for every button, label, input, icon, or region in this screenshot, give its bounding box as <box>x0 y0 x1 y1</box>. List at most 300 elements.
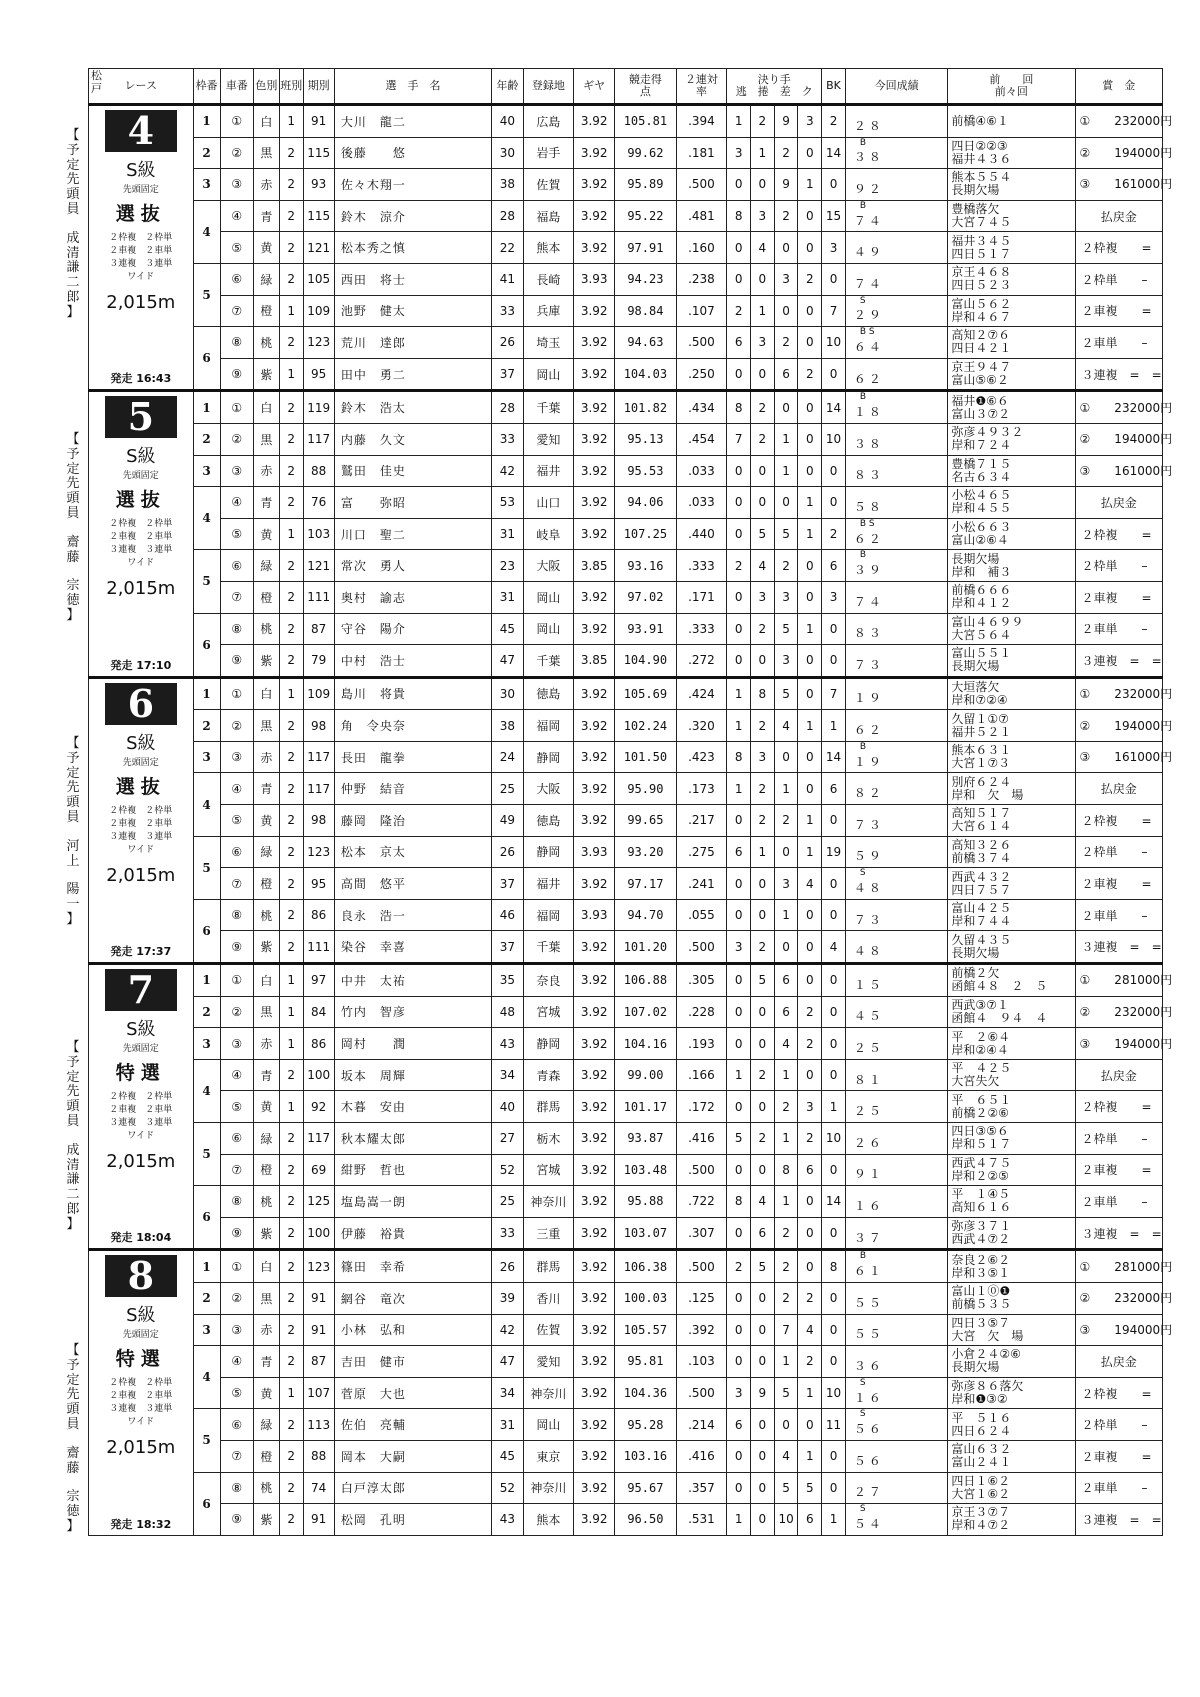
race-points: 97.91 <box>615 232 676 264</box>
header-kimarite-top: 決り手 <box>757 73 791 86</box>
top2-rate: .305 <box>676 964 727 997</box>
race-grade: S級 <box>126 160 156 181</box>
rider-row <box>89 710 1163 742</box>
previous-result: 前橋２②⑥ <box>951 1105 1009 1120</box>
color: 橙 <box>253 868 279 900</box>
kimarite-makuri: 0 <box>751 1282 775 1314</box>
previous-result: 岸和❶③② <box>951 1392 1008 1407</box>
rider-row <box>89 295 1163 327</box>
lead-rider-note-char: 予 <box>66 142 80 158</box>
kimarite-ku: 4 <box>798 868 822 900</box>
rider-name: 木暮 安由 <box>334 1091 491 1123</box>
payout-title: 払戻金 <box>1075 200 1162 232</box>
rider-row <box>89 613 1163 645</box>
waku-number: 6 <box>193 899 220 963</box>
kimarite-escape: 0 <box>727 996 751 1028</box>
race-points: 105.69 <box>615 677 676 710</box>
car-number: ② <box>220 137 253 169</box>
race-points: 103.48 <box>615 1154 676 1186</box>
bet-type: ２車複 ２車単 <box>109 1391 173 1402</box>
waku-number: 1 <box>193 677 220 710</box>
previous-result: 平 ６５１ <box>951 1092 1012 1107</box>
kimarite-sashi: 2 <box>774 1217 798 1250</box>
previous-result: 富山５６２ <box>951 296 1012 311</box>
kimarite-sashi: 1 <box>774 1346 798 1378</box>
rider-name: 池野 健太 <box>334 295 491 327</box>
top2-rate: .166 <box>676 1059 727 1091</box>
kimarite-escape: 0 <box>727 645 751 678</box>
previous-results <box>948 996 1075 1028</box>
previous-result: 西武③⑦１ <box>951 997 1009 1012</box>
kimarite-makuri: 1 <box>751 137 775 169</box>
current-result <box>845 1282 947 1314</box>
previous-result: 富山⑤⑥２ <box>951 373 1009 388</box>
back-count: 1 <box>822 710 846 742</box>
color: 橙 <box>253 581 279 613</box>
age: 25 <box>492 773 523 805</box>
color: 青 <box>253 487 279 519</box>
result-value: ５６ <box>853 1453 884 1468</box>
class-group: 2 <box>279 423 303 455</box>
back-count: 6 <box>822 550 846 582</box>
current-result <box>845 1059 947 1091</box>
kimarite-makuri: 3 <box>751 741 775 773</box>
previous-result: 平 ２⑥４ <box>951 1029 1011 1044</box>
waku-number: 2 <box>193 137 220 169</box>
back-count: 14 <box>822 1186 846 1218</box>
race-distance: 2,015m <box>106 864 176 886</box>
race-points: 101.50 <box>615 741 676 773</box>
rider-name: 鷲田 佳史 <box>334 455 491 487</box>
prefecture: 千葉 <box>523 391 574 424</box>
race-points: 98.84 <box>615 295 676 327</box>
car-number: ② <box>220 1282 253 1314</box>
gear-ratio: 3.92 <box>574 1217 615 1250</box>
color: 青 <box>253 773 279 805</box>
term: 84 <box>303 996 334 1028</box>
rider-name: 角 令央奈 <box>334 710 491 742</box>
color: 白 <box>253 964 279 997</box>
race-number: 5 <box>105 396 177 438</box>
race-table <box>88 68 1173 1536</box>
gear-ratio: 3.92 <box>574 105 615 138</box>
rider-row <box>89 1504 1163 1536</box>
payout-row: ２枠単 – <box>1075 263 1162 295</box>
waku-number: 5 <box>193 550 220 613</box>
class-group: 2 <box>279 1217 303 1250</box>
kimarite-escape: 1 <box>727 1059 751 1091</box>
current-result <box>845 710 947 742</box>
kimarite-escape: 6 <box>727 327 751 359</box>
kimarite-ku: 0 <box>798 455 822 487</box>
previous-result: 弥彦８６落欠 <box>951 1379 1024 1394</box>
kimarite-escape: 0 <box>727 358 751 391</box>
gear-ratio: 3.93 <box>574 899 615 931</box>
lead-rider-note-char: 先 <box>66 1387 80 1403</box>
waku-number: 3 <box>193 741 220 773</box>
rider-row <box>89 391 1163 424</box>
car-number: ④ <box>220 773 253 805</box>
term: 113 <box>303 1409 334 1441</box>
kimarite-sashi: 10 <box>774 1504 798 1536</box>
kimarite-makuri: 0 <box>751 487 775 519</box>
waku-number: 1 <box>193 1250 220 1283</box>
lead-rider-note-char: 頭 <box>66 1099 80 1115</box>
prize-money: ② 232000円 <box>1075 1282 1162 1314</box>
race-points: 104.03 <box>615 358 676 391</box>
previous-results <box>948 836 1075 868</box>
car-number: ① <box>220 391 253 424</box>
current-result <box>845 1440 947 1472</box>
prefecture: 愛知 <box>523 1346 574 1378</box>
class-group: 2 <box>279 710 303 742</box>
age: 42 <box>492 455 523 487</box>
back-count: 14 <box>822 391 846 424</box>
term: 123 <box>303 1250 334 1283</box>
prize-money: ① 232000円 <box>1075 105 1162 138</box>
current-result <box>845 899 947 931</box>
previous-result: 岸和 欠 場 <box>951 787 1024 802</box>
previous-result: 高知３２６ <box>951 837 1012 852</box>
rider-name: 藤岡 隆治 <box>334 805 491 837</box>
kimarite-escape: 0 <box>727 964 751 997</box>
class-group: 2 <box>279 137 303 169</box>
term: 100 <box>303 1217 334 1250</box>
previous-result: 長期欠場 <box>951 659 1000 674</box>
kimarite-makuri: 0 <box>751 455 775 487</box>
race-points: 95.90 <box>615 773 676 805</box>
kimarite-escape: 1 <box>727 1504 751 1536</box>
car-number: ④ <box>220 1059 253 1091</box>
car-number: ① <box>220 105 253 138</box>
gear-ratio: 3.92 <box>574 295 615 327</box>
waku-number: 3 <box>193 455 220 487</box>
rider-name: 長田 龍拳 <box>334 741 491 773</box>
color: 黄 <box>253 518 279 550</box>
kimarite-ku: 0 <box>798 1250 822 1283</box>
top2-rate: .500 <box>676 1377 727 1409</box>
class-group: 2 <box>279 741 303 773</box>
kimarite-sashi: 7 <box>774 1314 798 1346</box>
previous-result: 長期欠場 <box>951 551 1000 566</box>
rider-name: 奥村 諭志 <box>334 581 491 613</box>
rider-name: 仲野 結音 <box>334 773 491 805</box>
previous-result: 四日②②③ <box>951 138 1008 153</box>
lead-rider-note-char: 【 <box>66 736 80 751</box>
gear-ratio: 3.92 <box>574 1123 615 1155</box>
result-value: ７４ <box>853 276 884 291</box>
header-race: レース <box>89 69 194 105</box>
prize-money: ③ 161000円 <box>1075 455 1162 487</box>
back-count: 0 <box>822 263 846 295</box>
back-count: 2 <box>822 518 846 550</box>
rider-row <box>89 232 1163 264</box>
waku-number: 6 <box>193 1472 220 1535</box>
prefecture: 佐賀 <box>523 169 574 201</box>
previous-result: 前橋６６６ <box>951 583 1012 598</box>
rider-row <box>89 964 1163 997</box>
lead-rider-note-char: 頭 <box>66 491 80 507</box>
color: 黒 <box>253 423 279 455</box>
prefecture: 福岡 <box>523 710 574 742</box>
rider-name: 秋本耀太郎 <box>334 1123 491 1155</box>
previous-result: 大宮７４５ <box>951 215 1012 230</box>
age: 31 <box>492 581 523 613</box>
prefecture: 岡山 <box>523 613 574 645</box>
previous-result: 京王３⑦７ <box>951 1505 1011 1520</box>
prefecture: 愛知 <box>523 423 574 455</box>
car-number: ⑥ <box>220 550 253 582</box>
previous-results <box>948 1346 1075 1378</box>
result-mark: B <box>859 200 867 211</box>
previous-results <box>948 677 1075 710</box>
previous-results <box>948 899 1075 931</box>
prefecture: 香川 <box>523 1282 574 1314</box>
kimarite-ku: 6 <box>798 1504 822 1536</box>
bet-type: ワイド <box>127 844 155 855</box>
race-points: 105.81 <box>615 105 676 138</box>
age: 37 <box>492 868 523 900</box>
current-result <box>845 169 947 201</box>
previous-result: 大宮１⑦３ <box>951 756 1011 771</box>
previous-result: 四日７５７ <box>951 882 1012 897</box>
payout-title: 払戻金 <box>1075 1059 1162 1091</box>
rider-name: 佐伯 亮輔 <box>334 1409 491 1441</box>
kimarite-escape: 2 <box>727 295 751 327</box>
previous-result: 大垣落欠 <box>951 679 1000 694</box>
back-count: 4 <box>822 931 846 964</box>
age: 38 <box>492 169 523 201</box>
lead-rider-note-char: 成 <box>66 1142 80 1158</box>
race-grade: S級 <box>126 732 156 754</box>
age: 26 <box>492 327 523 359</box>
kimarite-escape: 8 <box>727 391 751 424</box>
lead-rider-note-char <box>63 869 83 883</box>
top2-rate: .275 <box>676 836 727 868</box>
top2-rate: .171 <box>676 581 727 613</box>
previous-result: 豊橋７１５ <box>951 456 1012 471</box>
prize-money: ① 281000円 <box>1075 964 1162 997</box>
race-distance: 2,015m <box>106 1151 176 1173</box>
gear-ratio: 3.92 <box>574 169 615 201</box>
back-count: 2 <box>822 105 846 138</box>
color: 青 <box>253 1059 279 1091</box>
term: 91 <box>303 1282 334 1314</box>
class-group: 1 <box>279 358 303 391</box>
top2-rate: .228 <box>676 996 727 1028</box>
payout-title: 払戻金 <box>1075 487 1162 519</box>
waku-number: 3 <box>193 169 220 201</box>
back-count: 0 <box>822 1346 846 1378</box>
gear-ratio: 3.92 <box>574 358 615 391</box>
class-group: 1 <box>279 964 303 997</box>
term: 117 <box>303 423 334 455</box>
age: 37 <box>492 358 523 391</box>
previous-result: 四日１⑥２ <box>951 1473 1011 1488</box>
lead-rider-note-char: 徳 <box>66 593 80 609</box>
color: 赤 <box>253 169 279 201</box>
race-points: 94.70 <box>615 899 676 931</box>
gear-ratio: 3.92 <box>574 931 615 964</box>
race-points: 104.16 <box>615 1028 676 1060</box>
previous-result: 小松４６５ <box>951 488 1012 503</box>
gear-ratio: 3.92 <box>574 996 615 1028</box>
prefecture: 福島 <box>523 200 574 232</box>
prefecture: 三重 <box>523 1217 574 1250</box>
kimarite-sashi: 1 <box>774 423 798 455</box>
back-count: 0 <box>822 1028 846 1060</box>
top2-rate: .181 <box>676 137 727 169</box>
previous-results <box>948 1409 1075 1441</box>
rider-name: 守谷 陽介 <box>334 613 491 645</box>
back-count: 0 <box>822 645 846 678</box>
car-number: ⑤ <box>220 232 253 264</box>
result-value: ３６ <box>853 1358 884 1373</box>
result-value: ４８ <box>853 881 884 896</box>
previous-results <box>948 232 1075 264</box>
car-number: ⑧ <box>220 327 253 359</box>
previous-result: 岸和４５５ <box>951 501 1012 516</box>
rider-row <box>89 996 1163 1028</box>
race-fixed: 先頭固定 <box>122 471 159 482</box>
color: 黒 <box>253 996 279 1028</box>
car-number: ⑨ <box>220 931 253 964</box>
payout-row: ２枠単 – <box>1075 1123 1162 1155</box>
lead-rider-note-char: 先 <box>66 172 80 188</box>
rider-name: 高間 悠平 <box>334 868 491 900</box>
rider-row <box>89 1091 1163 1123</box>
car-number: ③ <box>220 1028 253 1060</box>
previous-result: 四日③⑤６ <box>951 1124 1009 1139</box>
previous-result: 高知２⑦６ <box>951 328 1011 343</box>
gear-ratio: 3.85 <box>574 645 615 678</box>
kimarite-escape: 0 <box>727 1217 751 1250</box>
back-count: 0 <box>822 868 846 900</box>
color: 紫 <box>253 931 279 964</box>
prize-money: ① 232000円 <box>1075 677 1162 710</box>
current-result <box>845 137 947 169</box>
term: 107 <box>303 1377 334 1409</box>
kimarite-escape: 3 <box>727 931 751 964</box>
previous-result: 久留４３５ <box>951 932 1012 947</box>
lead-rider-note-char <box>63 1433 83 1447</box>
term: 117 <box>303 1123 334 1155</box>
race-type: 特選 <box>115 1062 166 1085</box>
kimarite-ku: 0 <box>798 1059 822 1091</box>
current-result <box>845 1186 947 1218</box>
venue-bottom: 戸 <box>91 82 102 95</box>
kimarite-escape: 0 <box>727 1346 751 1378</box>
gear-ratio: 3.92 <box>574 581 615 613</box>
age: 34 <box>492 1377 523 1409</box>
kimarite-escape: 0 <box>727 169 751 201</box>
prize-money: ① 281000円 <box>1075 1250 1162 1283</box>
previous-results <box>948 773 1075 805</box>
back-count: 0 <box>822 1472 846 1504</box>
gear-ratio: 3.92 <box>574 1409 615 1441</box>
waku-number: 6 <box>193 613 220 677</box>
kimarite-sashi: 1 <box>774 773 798 805</box>
lead-rider-note-char: 】 <box>66 304 80 320</box>
term: 91 <box>303 1314 334 1346</box>
previous-result: 熊本６３１ <box>951 743 1012 758</box>
age: 52 <box>492 1472 523 1504</box>
previous-result: 岸和②④４ <box>951 1042 1009 1057</box>
kimarite-makuri: 2 <box>751 391 775 424</box>
kimarite-escape: 2 <box>727 1250 751 1283</box>
prefecture: 神奈川 <box>523 1377 574 1409</box>
lead-rider-note-char: 徳 <box>66 1504 80 1520</box>
previous-result: 富山５５１ <box>951 646 1012 661</box>
back-count: 1 <box>822 1091 846 1123</box>
car-number: ⑤ <box>220 805 253 837</box>
kimarite-escape: 1 <box>727 773 751 805</box>
kimarite-makuri: 0 <box>751 868 775 900</box>
prefecture: 長崎 <box>523 263 574 295</box>
lead-rider-note-char: 定 <box>66 157 80 173</box>
term: 121 <box>303 550 334 582</box>
result-value: ７４ <box>853 213 884 228</box>
car-number: ④ <box>220 487 253 519</box>
race-points: 95.88 <box>615 1186 676 1218</box>
result-mark: S <box>859 1504 866 1515</box>
car-number: ③ <box>220 169 253 201</box>
kimarite-sashi: 2 <box>774 1282 798 1314</box>
race-info <box>89 964 194 1250</box>
kimarite-makuri: 0 <box>751 1472 775 1504</box>
prize-money: ② 194000円 <box>1075 710 1162 742</box>
kimarite-ku: 0 <box>798 645 822 678</box>
race-points: 95.53 <box>615 455 676 487</box>
top2-rate: .423 <box>676 741 727 773</box>
kimarite-makuri: 2 <box>751 1123 775 1155</box>
waku-number: 3 <box>193 1028 220 1060</box>
term: 76 <box>303 487 334 519</box>
previous-result: 四日５１７ <box>951 246 1012 261</box>
lead-rider-note-char: 定 <box>66 1069 80 1085</box>
previous-result: 長期欠場 <box>951 945 1000 960</box>
waku-number: 5 <box>193 836 220 899</box>
bet-type: ２車複 ２車単 <box>109 532 173 543</box>
current-result <box>845 868 947 900</box>
result-value: ５５ <box>853 1327 884 1342</box>
lead-rider-note-char: 員 <box>66 1416 80 1432</box>
class-group: 2 <box>279 1314 303 1346</box>
lead-rider-note-char: 宗 <box>66 1489 80 1505</box>
previous-result: 久留１①⑦ <box>951 711 1009 726</box>
race-distance: 2,015m <box>106 578 176 600</box>
lead-rider-note-char: 】 <box>66 911 80 927</box>
back-count: 3 <box>822 232 846 264</box>
bet-type: ３連複 ３連単 <box>109 259 173 269</box>
gear-ratio: 3.92 <box>574 1377 615 1409</box>
race-type: 選抜 <box>115 775 166 798</box>
lead-rider-note-char: 頭 <box>66 187 80 203</box>
payout-title: 払戻金 <box>1075 1346 1162 1378</box>
class-group: 2 <box>279 1186 303 1218</box>
rider-row <box>89 773 1163 805</box>
result-value: ６２ <box>853 723 884 738</box>
kimarite-escape: 0 <box>727 1282 751 1314</box>
gear-ratio: 3.92 <box>574 773 615 805</box>
car-number: ⑥ <box>220 1409 253 1441</box>
waku-number: 1 <box>193 964 220 997</box>
rider-row <box>89 899 1163 931</box>
previous-result: 前橋３７４ <box>951 850 1012 865</box>
top2-rate: .217 <box>676 805 727 837</box>
kimarite-ku: 0 <box>798 741 822 773</box>
age: 43 <box>492 1504 523 1536</box>
